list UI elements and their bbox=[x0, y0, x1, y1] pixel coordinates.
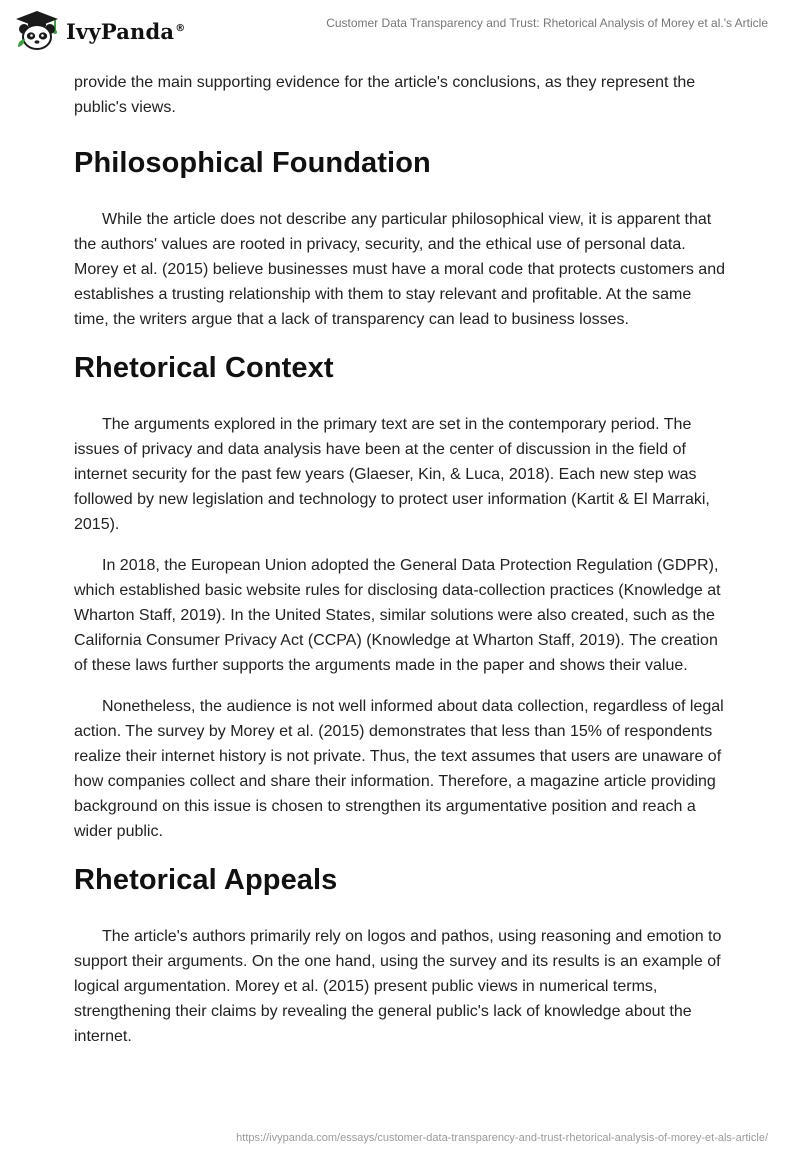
page-header bbox=[0, 0, 800, 60]
heading-rhetorical-context: Rhetorical Context bbox=[74, 352, 334, 384]
paragraph: In 2018, the European Union adopted the General Data Protection Regulation (GDPR), which established basic website rules for disclosing data-collection practices (Knowledge at Wharton Staff, 2019). In the United States, similar solutions were also created, such as the California Consumer Privacy Act (CCPA) (Knowledge at Wharton Staff, 2019). The creation of these laws further supports the arguments made in the paper and shows their value. bbox=[74, 557, 721, 674]
logo-wordmark: IvyPanda® bbox=[66, 18, 186, 44]
paragraph: The article's authors primarily rely on logos and pathos, using reasoning and emotion to support their arguments. On the one hand, using the survey and its results is an example of logical argumentation. Morey et al. (2015) present public views in numerical terms, strengthening their claims by revealing the general public's lack of knowledge about the internet. bbox=[74, 928, 722, 1045]
essay-body bbox=[74, 70, 728, 1065]
heading-philosophical-foundation: Philosophical Foundation bbox=[74, 147, 431, 179]
intro-continuation: provide the main supporting evidence for the article's conclusions, as they represent the public's views. bbox=[74, 74, 696, 116]
running-title: Customer Data Transparency and Trust: Rhetorical Analysis of Morey et al.'s Article bbox=[326, 16, 768, 30]
ivypanda-logo[interactable] bbox=[14, 8, 185, 52]
registered-mark: ® bbox=[175, 22, 186, 34]
paragraph: Nonetheless, the audience is not well informed about data collection, regardless of legal action. The survey by Morey et al. (2015) demonstrates that less than 15% of respondents realize their internet history is not private. Thus, the text assumes that users are unaware of how companies collect and share their information. Therefore, a magazine article providing background on this issue is chosen to strengthen its argumentative position and reach a wider public. bbox=[74, 698, 724, 840]
panda-graduate-icon bbox=[14, 9, 60, 51]
paragraph: While the article does not describe any particular philosophical view, it is apparent that the authors' values are rooted in privacy, security, and the ethical use of personal data. Morey et al. (2015) believe businesses must have a moral code that protects customers and establishes a trusting relationship with them to stay relevant and profitable. At the same time, the writers argue that a lack of transparency can lead to business losses. bbox=[74, 211, 725, 328]
heading-rhetorical-appeals: Rhetorical Appeals bbox=[74, 864, 338, 896]
source-url[interactable]: https://ivypanda.com/essays/customer-data-transparency-and-trust-rhetorical-analysis-of-morey-et-als-article/ bbox=[236, 1132, 768, 1144]
paragraph: The arguments explored in the primary text are set in the contemporary period. The issues of privacy and data analysis have been at the center of discussion in the field of internet security for the past few years (Glaeser, Kin, & Luca, 2018). Each new step was followed by new legislation and technology to protect user information (Kartit & El Marraki, 2015). bbox=[74, 416, 710, 533]
